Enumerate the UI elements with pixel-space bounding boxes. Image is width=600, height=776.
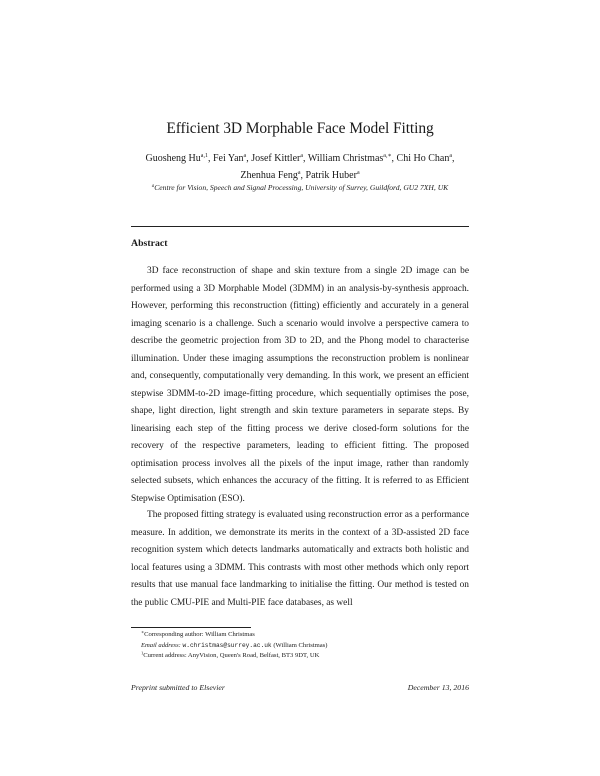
author-affil-mark: a — [356, 170, 360, 176]
abstract-paragraph: 3D face reconstruction of shape and skin texture from a single 2D image can be performed using a 3D Morphable Model (3DMM) in an analysis-by-synthesis approach. However, performing this reconstruction (fitting) efficiently and accurately in a general imaging scenario is a challenge. Such a scenario would involve a perspective camera to describe the geometric projection from 3D to 2D, and the Phong model to characterise illumination. Under these imaging assumptions the reconstruction problem is nonlinear and, consequently, computationally very demanding. In this work, we present an efficient stepwise 3DMM-to-2D image-fitting procedure, which sequentially optimises the pose, shape, light direction, light strength and skin texture parameters in separate steps. By linearising each step of the fitting process we derive closed-form solutions for the recovery of the respective parameters, leading to efficient fitting. The proposed optimisation process involves all the pixels of the input image, rather than randomly selected subsets, which enhances the accuracy of the fitting. It is referred to as Efficient Stepwise Optimisation (ESO). — [131, 266, 469, 504]
footer-preprint: Preprint submitted to Elsevier — [131, 683, 225, 692]
author-affil-mark: a — [300, 153, 304, 159]
affiliation-mark: a — [151, 184, 155, 189]
footnote-mark: ∗ — [141, 629, 145, 635]
author-list: Guosheng Hu$^{a,1}$, Fei Yan$^a$, Josef Kittler$^a$, William Christmas$^{a,∗}$, Chi Ho Chan$^a$, Zhenhua Feng$^a$, Patrik Huber$^a$ — [145, 153, 455, 181]
author-affil-mark: a — [449, 153, 452, 159]
footnote-corresponding — [131, 630, 469, 641]
affiliation-text: Centre for Vision, Speech and Signal Processing, University of Surrey, Guildford, GU2 7XH, UK — [154, 183, 449, 192]
email-link[interactable]: w.christmas@surrey.ac.uk — [182, 641, 272, 649]
author-name: Josef Kittler — [251, 153, 301, 164]
footnote-mark: 1 — [141, 650, 144, 656]
author-name: William Christmas — [307, 153, 384, 164]
author-affil-mark: a — [297, 170, 301, 176]
footnote-current-address — [131, 651, 469, 662]
abstract-top-rule — [131, 226, 469, 227]
author-name: Patrik Huber — [305, 170, 357, 181]
email-label: Email address: — [141, 641, 181, 649]
footer-date: December 13, 2016 — [407, 683, 469, 692]
affiliation — [0, 183, 600, 192]
footnotes — [131, 630, 469, 662]
abstract-heading: Abstract — [131, 238, 168, 249]
footnote-corresponding-text: Corresponding author: William Christmas — [144, 631, 255, 638]
abstract-paragraph: The proposed fitting strategy is evaluated using reconstruction error as a performance measure. In addition, we demonstrate its merits in the context of a 3D-assisted 2D face recognition system which detects landmarks automatically and extracts both holistic and local features using a 3DMM. This contrasts with most other methods which only report results that use manual face landmarking to initialise the fitting. Our method is tested on the public CMU-PIE and Multi-PIE face databases, as well — [131, 510, 469, 608]
abstract-paragraph-1-block — [131, 263, 469, 508]
author-name: Chi Ho Chan — [396, 153, 450, 164]
author-affil-mark: a — [243, 153, 247, 159]
email-owner: (William Christmas) — [273, 641, 328, 649]
author-name: Fei Yan — [212, 153, 244, 164]
paper-title: Efficient 3D Morphable Face Model Fitting — [166, 120, 434, 137]
abstract-paragraph-2-block — [131, 507, 469, 612]
author-name: Zhenhua Feng — [240, 170, 298, 181]
footnote-current-text: Current address: AnyVision, Queen's Road, Belfast, BT3 9DT, UK — [143, 652, 320, 660]
author-name: Guosheng Hu — [145, 153, 201, 164]
author-affil-mark: a,∗ — [383, 153, 392, 159]
footnote-rule — [131, 627, 251, 628]
footnote-email — [131, 641, 469, 652]
author-affil-mark: a,1 — [200, 153, 208, 159]
